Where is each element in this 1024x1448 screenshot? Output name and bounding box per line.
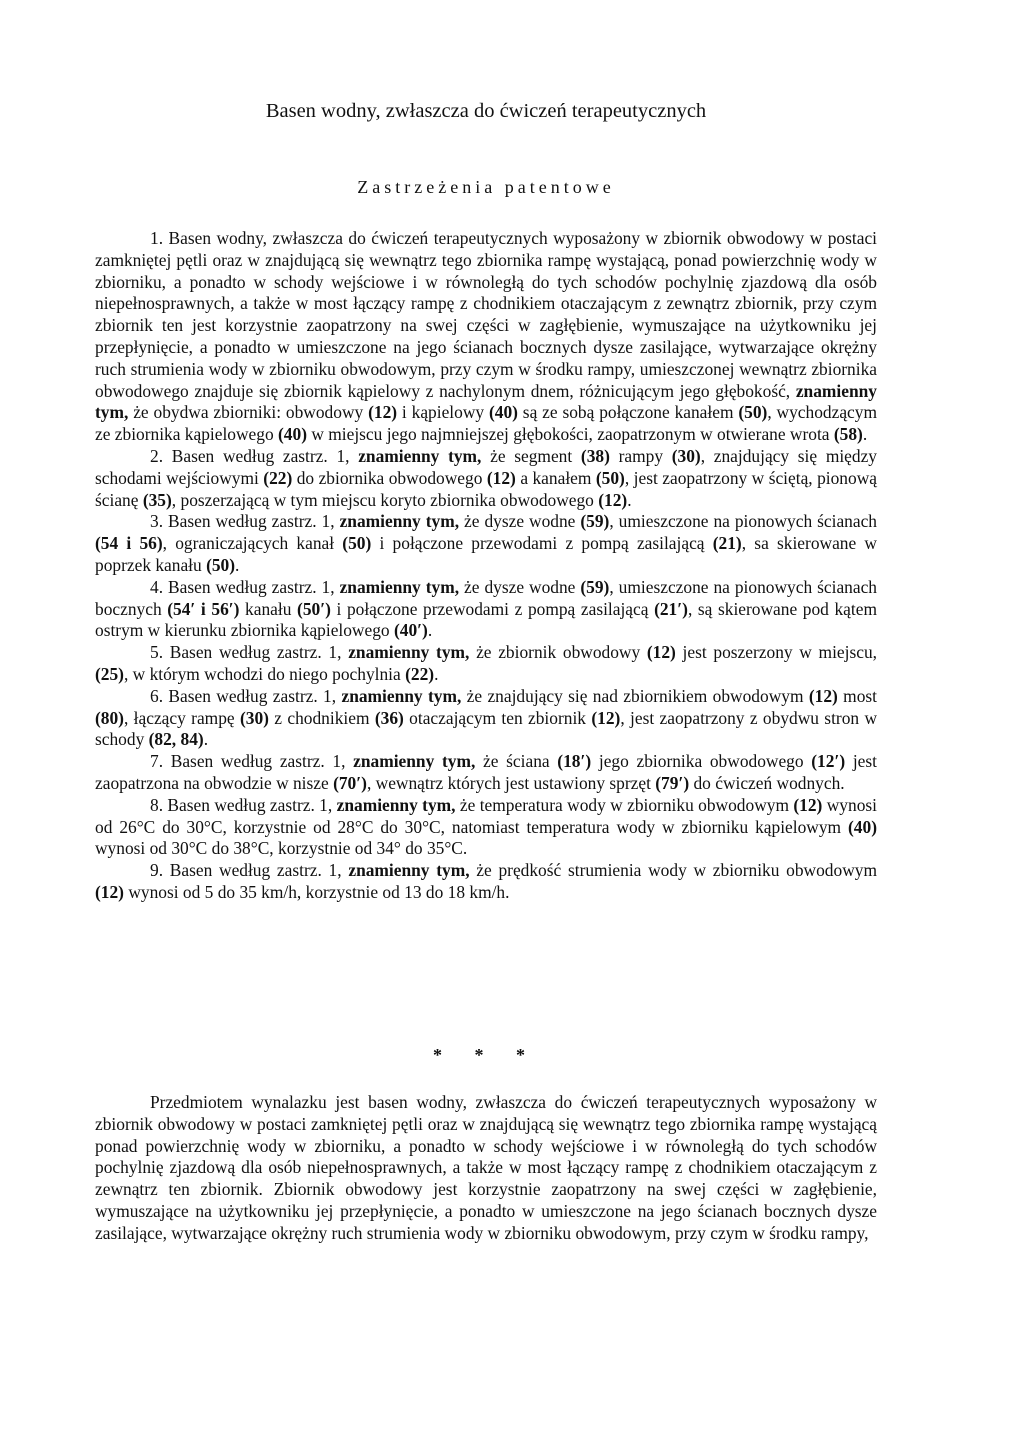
section-heading: Zastrzeżenia patentowe	[357, 177, 615, 197]
claim-text: , umieszczone na pionowych ścianach bocznych	[95, 576, 877, 619]
claim-emphasis: (18′)	[557, 751, 592, 772]
claim-emphasis: (59)	[580, 511, 610, 532]
claim-text: rampy	[609, 445, 672, 466]
document-title: Basen wodny, zwłaszcza do ćwiczeń terapeutycznych	[265, 100, 707, 122]
claim-emphasis: (58)	[833, 424, 863, 445]
claim-text: że dysze wodne	[459, 511, 581, 532]
claim-2	[95, 446, 877, 511]
claim-emphasis: znamienny tym,	[353, 751, 476, 772]
claim-7	[95, 751, 877, 795]
claim-text: jego zbiornika obwodowego	[591, 751, 812, 772]
claim-3	[95, 511, 877, 576]
claim-emphasis: (40)	[488, 402, 518, 423]
claim-text: .	[427, 620, 433, 641]
claim-text: i połączone przewodami z pompą zasilającą	[371, 533, 713, 554]
claim-text: jest zaopatrzona na obwodzie w nisze	[95, 751, 877, 793]
claim-text: , znajdujący się między schodami wejściowymi	[95, 445, 878, 488]
claim-emphasis: (30)	[239, 707, 269, 728]
claim-emphasis: znamienny tym,	[341, 685, 462, 706]
claim-text: 4. Basen według zastrz. 1,	[150, 576, 340, 597]
claim-text: , poszerzającą w tym miejscu koryto zbiornika obwodowego	[171, 489, 599, 510]
claim-emphasis: (50)	[206, 554, 236, 575]
claim-emphasis: (50)	[342, 533, 372, 554]
claim-text: kanału	[239, 598, 298, 619]
claim-8	[95, 795, 877, 860]
claims-list	[95, 228, 877, 904]
claim-emphasis: znamienny tym,	[358, 445, 482, 466]
claim-text: że prędkość strumienia wody w zbiorniku obwodowym	[469, 860, 877, 881]
claim-text: .	[203, 729, 209, 750]
claim-text: most	[837, 685, 878, 706]
claim-text: że temperatura wody w zbiorniku obwodowym	[455, 794, 794, 815]
claim-text: , wewnątrz których jest ustawiony sprzęt	[366, 772, 656, 793]
claim-text: w miejscu jego najmniejszej głębokości, zaopatrzonym w otwierane wrota	[307, 424, 834, 445]
claim-emphasis: (82, 84)	[148, 729, 204, 750]
claim-text: wynosi od 5 do 35 km/h, korzystnie od 13 do 18 km/h.	[123, 881, 510, 902]
claim-emphasis: (12)	[793, 794, 823, 815]
claim-emphasis: (70′)	[333, 772, 367, 793]
claim-text: .	[434, 663, 439, 684]
document-page	[95, 0, 877, 1448]
claim-text: są ze sobą połączone kanałem	[517, 402, 739, 423]
claim-text: a kanałem	[515, 467, 596, 488]
claim-5	[95, 642, 877, 686]
claim-emphasis: znamienny tym,	[339, 511, 460, 532]
claim-emphasis: (22)	[263, 467, 293, 488]
claim-6	[95, 686, 877, 751]
claim-emphasis: (40′)	[393, 620, 428, 641]
claim-emphasis: znamienny tym,	[339, 576, 460, 597]
claim-text: z chodnikiem	[268, 707, 375, 728]
claim-text: , sa skierowane w poprzek kanału	[95, 533, 877, 575]
claim-emphasis: (40)	[848, 816, 877, 837]
claim-text: wynosi od 26°C do 30°C, korzystnie od 28°C do 30°C, natomiast temperatura wody w zbiorniku kąpielowym	[95, 794, 877, 837]
claim-emphasis: (12)	[591, 707, 621, 728]
claim-emphasis: (22)	[405, 663, 435, 684]
claim-text: , umieszczone na pionowych ścianach	[609, 511, 877, 532]
claim-text: do ćwiczeń wodnych.	[689, 772, 845, 793]
claim-text: , w którym wchodzi do niego pochylnia	[123, 663, 406, 684]
claim-emphasis: (25)	[95, 663, 124, 684]
claim-1	[95, 228, 877, 446]
claim-text: że ściana	[475, 751, 558, 772]
claim-text: .	[627, 489, 632, 510]
claim-4	[95, 577, 877, 642]
claim-text: że dysze wodne	[459, 576, 581, 597]
claim-emphasis: znamienny tym,	[336, 794, 456, 815]
claim-text: że zbiornik obwodowy	[469, 642, 647, 663]
claim-text: .	[862, 424, 868, 445]
claim-emphasis: (79′)	[655, 772, 690, 793]
claim-text: , ograniczających kanał	[162, 533, 343, 554]
claim-text: , jest zaopatrzony z obydwu stron w schody	[95, 707, 878, 750]
claim-emphasis: (50)	[738, 402, 768, 423]
claim-text: wynosi od 30°C do 38°C, korzystnie od 34° do 35°C.	[95, 838, 468, 859]
claim-emphasis: (50′)	[297, 598, 331, 619]
claim-emphasis: (12)	[598, 489, 628, 510]
description-paragraph: Przedmiotem wynalazku jest basen wodny, zwłaszcza do ćwiczeń terapeutycznych wyposażony w zbiornik obwodowy w postaci zamkniętej pętli oraz w znajdującą się wewnątrz tego zbiornika rampę wystającą ponad powierzchnię wody w zbiorniku, a ponadto w schody wejściowe i w równoległą do tych schodów pochylnię zjazdową dla osób niepełnosprawnych, a także w most łączący rampę z chodnikiem otaczającym z zewnątrz ten zbiornik. Zbiornik obwodowy jest korzystnie zaopatrzony na swej części w zagłębienie, wymuszające na użytkowniku jej przepłynięcie, a ponadto w umieszczone na jego ścianach bocznych dysze zasilające, wytwarzające okrężny ruch strumienia wody w zbiorniku obwodowym, przy czym w środku rampy,	[95, 1092, 877, 1243]
claim-emphasis: znamienny tym,	[348, 860, 470, 881]
claim-text: 6. Basen według zastrz. 1,	[150, 685, 342, 706]
claim-emphasis: (30)	[671, 445, 701, 466]
claim-emphasis: (12)	[486, 467, 516, 488]
claim-text: i kąpielowy	[397, 402, 489, 423]
claim-text: 2. Basen według zastrz. 1,	[150, 445, 359, 466]
claim-text: , jest zaopatrzony w ściętą, pionową ścianę	[95, 467, 877, 510]
claim-text: jest poszerzony w miejscu,	[675, 642, 877, 663]
claim-text: otaczającym ten zbiornik	[403, 707, 592, 728]
claim-text: i połączone przewodami z pompą zasilającą	[330, 598, 655, 619]
claim-text: 5. Basen według zastrz. 1,	[150, 642, 349, 663]
claim-text: że znajdujący się nad zbiornikiem obwodowym	[461, 685, 809, 706]
claim-text: , łączący rampę	[123, 707, 240, 728]
claim-emphasis: (59)	[580, 576, 610, 597]
claim-emphasis: (80)	[95, 707, 124, 728]
claim-emphasis: (50)	[595, 467, 625, 488]
claim-text: że obydwa zbiorniki: obwodowy	[128, 402, 369, 423]
claim-text: .	[235, 554, 240, 575]
claim-text: że segment	[481, 445, 581, 466]
claim-emphasis: (54 i 56)	[95, 533, 163, 554]
claim-9	[95, 860, 877, 904]
claim-emphasis: (54′ i 56′)	[167, 598, 240, 619]
claim-text: 8. Basen według zastrz. 1,	[150, 794, 337, 815]
claim-emphasis: (38)	[580, 445, 610, 466]
claim-text: , wychodzącym ze zbiornika kąpielowego	[95, 402, 877, 445]
section-separator: * * *	[433, 1045, 539, 1065]
claim-emphasis: (12′)	[811, 751, 846, 772]
claim-emphasis: (12)	[808, 685, 838, 706]
claim-emphasis: (21′)	[654, 598, 688, 619]
claim-emphasis: znamienny tym,	[348, 642, 470, 663]
claim-emphasis: (12)	[95, 881, 124, 902]
claim-text: , są skierowane pod kątem ostrym w kierunku zbiornika kąpielowego	[95, 598, 877, 641]
claim-text: 7. Basen według zastrz. 1,	[150, 751, 354, 772]
claim-text: 3. Basen według zastrz. 1,	[150, 511, 340, 532]
claim-emphasis: (12)	[646, 642, 676, 663]
claim-text: do zbiornika obwodowego	[292, 467, 487, 488]
claim-emphasis: (36)	[374, 707, 404, 728]
claim-emphasis: (21)	[712, 533, 742, 554]
claim-text: 1. Basen wodny, zwłaszcza do ćwiczeń terapeutycznych wyposażony w zbiornik obwodowy w postaci zamkniętej pętli oraz w znajdującą się wewnątrz tego zbiornika rampę wystającą, ponad powierzchnię wody w zbiorniku, a ponadto w schody wejściowe i w równoległą do tych schodów pochylnię zjazdową dla osób niepełnosprawnych, a także w most łączący rampę z chodnikiem otaczającym z zewnątrz zbiornik, przy czym zbiornik ten jest korzystnie zaopatrzony na swej części w zagłębienie, wymuszające na użytkowniku jej przepłynięcie, a ponadto w umieszczone na jego ścianach bocznych dysze zasilające, wytwarzające okrężny ruch strumienia wody w zbiorniku obwodowym, przy czym w środku rampy, umieszczonej wewnątrz zbiornika obwodowego znajduje się zbiornik kąpielowy z nachylonym dnem, różnicującym jego głębokość,	[95, 228, 877, 401]
claim-emphasis: (12)	[368, 402, 398, 423]
claim-emphasis: (40)	[278, 424, 307, 445]
claim-text: 9. Basen według zastrz. 1,	[150, 860, 349, 881]
claim-emphasis: znamienny tym,	[95, 380, 877, 423]
claim-emphasis: (35)	[142, 489, 172, 510]
